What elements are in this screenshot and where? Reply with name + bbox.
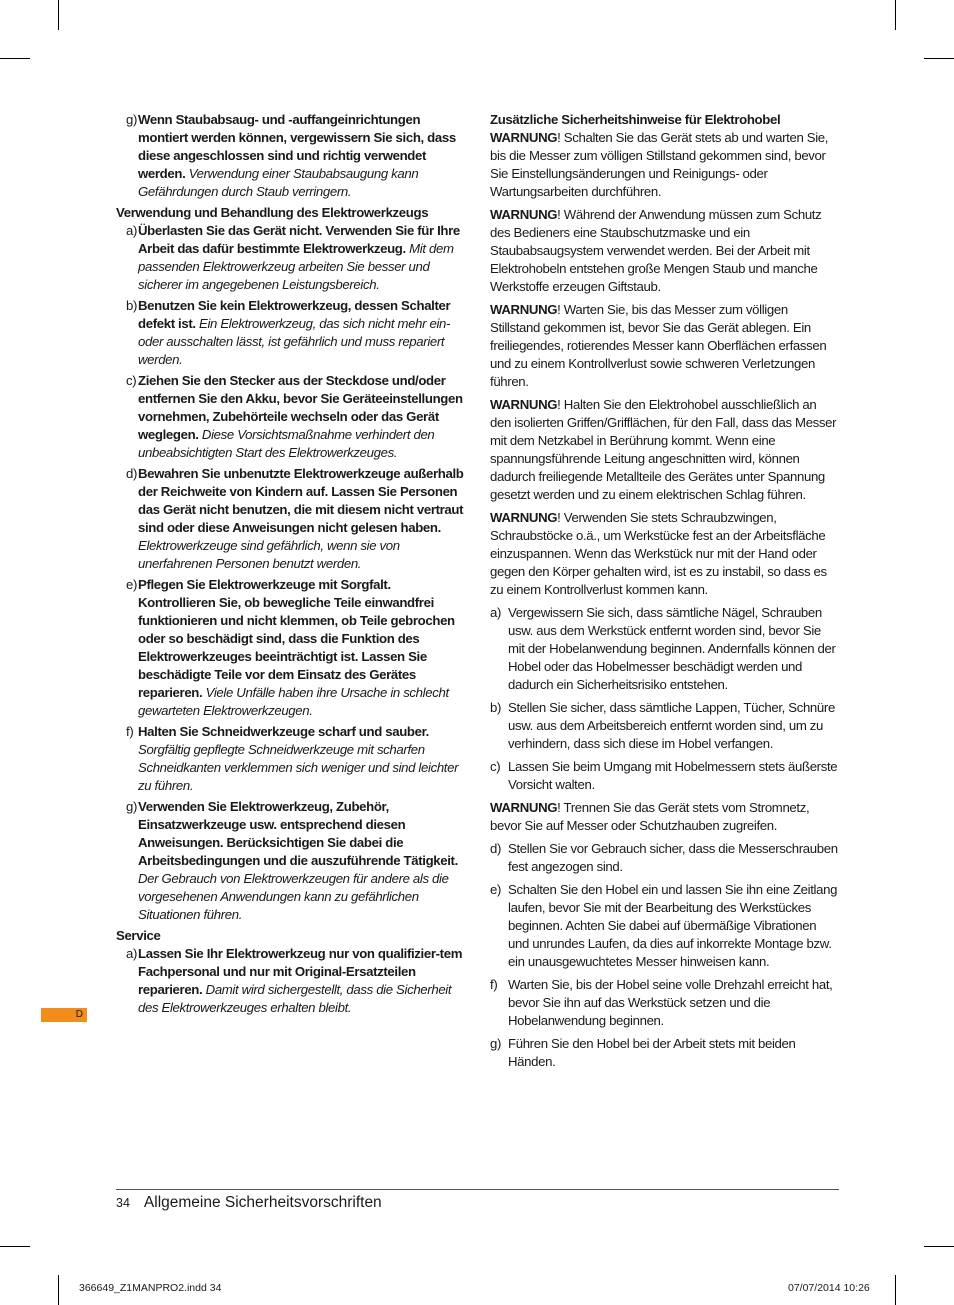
item-text: Vergewissern Sie sich, dass sämtliche Nägel, Schrauben usw. aus dem Werkstück entfernt worden sind, bevor Sie mit der Hobelanwendung beginnen. Andernfalls können der Hobel oder das Hobelmesser beschädigt werden und dadurch ein Sicherheitsrisiko entstehen. [508,605,836,692]
instruction-bold: Wenn Staubabsaug- und -auffangeinrichtungen montiert werden können, vergewissern Sie sich, dass diese angeschlossen sind und richtig verwendet werden. [138,112,456,181]
item-label: d) [126,466,138,481]
list-item [116,723,466,795]
instruction-note: Elektrowerkzeuge sind gefährlich, wenn sie von unerfahrenen Personen benutzt werden. [138,538,400,571]
item-label: f) [126,724,134,739]
instruction-note: Viele Unfälle haben ihre Ursache in schlecht gewarteten Elektrowerkzeugen. [138,685,449,718]
item-label: a) [490,605,502,620]
crop-mark [895,0,896,30]
item-label: d) [490,841,502,856]
instruction-bold: Bewahren Sie unbenutzte Elektrowerkzeuge außerhalb der Reichweite von Kindern auf. Lassen Sie Personen das Gerät nicht benutzen, die mit diesem nicht vertraut sind oder diese Anweisungen nicht gelesen haben. [138,466,464,535]
instruction-bold: Überlasten Sie das Gerät nicht. Verwenden Sie für Ihre Arbeit das dafür bestimmte Elektrowerkzeug. [138,223,460,256]
list-item [116,372,466,462]
list-item [490,881,840,971]
print-slug-date: 07/07/2014 10:26 [788,1282,870,1294]
item-text: Schalten Sie den Hobel ein und lassen Sie ihn eine Zeitlang laufen, bevor Sie mit der Bearbeitung des Werkstückes beginnen. Achten Sie dabei auf übermäßige Vibrationen und unrundes Laufen, da dies auf inkorrekte Montage bzw. ein unausgewuchtetes Messer hinweisen kann. [508,882,838,969]
instruction-bold: Halten Sie Schneidwerkzeuge scharf und sauber. [138,724,429,739]
item-label: b) [126,298,138,313]
list-item [116,297,466,369]
item-label: c) [126,373,137,388]
instruction-note: Verwendung einer Staubabsaugung kann Gefährdungen durch Staub verringern. [138,166,419,199]
warning-text: ! Während der Anwendung müssen zum Schutz des Bedieners eine Staubschutzmaske und ein Staubabsaugsystem verwendet werden. Bei der Arbeit mit Elektrohobeln entstehen große Mengen Staub und manche Werkstoffe erzeugen Giftstaub. [490,207,822,294]
warning-label: WARNUNG [490,510,558,525]
warning-text: ! Trennen Sie das Gerät stets vom Stromnetz, bevor Sie auf Messer oder Schutzhauben zugreifen. [490,800,810,833]
warning-label: WARNUNG [490,207,558,222]
item-label: f) [490,977,498,992]
item-text: Stellen Sie vor Gebrauch sicher, dass die Messerschrauben fest angezogen sind. [508,841,838,874]
instruction-bold: Lassen Sie Ihr Elektrowerkzeug nur von qualifizier-tem Fachpersonal und nur mit Original-Ersatzteilen reparieren. [138,946,463,997]
item-text: Stellen Sie sicher, dass sämtliche Lappen, Tücher, Schnüre usw. aus dem Arbeitsbereich entfernt worden sind, um zu verhindern, dass sich diese im Hobel verfangen. [508,700,835,751]
instruction-note: Mit dem passenden Elektrowerkzeug arbeiten Sie besser und sicherer im angegebenen Leistungsbereich. [138,241,454,292]
warning-label: WARNUNG [490,302,558,317]
language-tab [41,1008,87,1022]
instruction-note: Damit wird sichergestellt, dass die Sicherheit des Elektrowerkzeuges erhalten bleibt. [138,982,452,1015]
list-item [490,976,840,1030]
instruction-note: Diese Vorsichtsmaßnahme verhindert den unbeabsichtigten Start des Elektrowerkzeuges. [138,427,435,460]
warning-paragraph [490,509,840,599]
item-text: Führen Sie den Hobel bei der Arbeit stets mit beiden Händen. [508,1036,796,1069]
item-label: b) [490,700,502,715]
list-item [490,758,840,794]
language-tab-label: D [75,1009,83,1020]
crop-mark [924,58,954,59]
print-slug-file: 366649_Z1MANPRO2.indd 34 [79,1282,222,1294]
crop-mark [924,1246,954,1247]
item-label: e) [490,882,502,897]
item-label: c) [490,759,501,774]
section-heading: Service [116,928,161,943]
item-label: a) [126,946,138,961]
right-column [490,111,840,1076]
item-text: Lassen Sie beim Umgang mit Hobelmessern stets äußerste Vorsicht walten. [508,759,838,792]
item-label: e) [126,577,138,592]
warning-label: WARNUNG [490,130,558,145]
crop-mark [895,1275,896,1305]
instruction-note: Ein Elektrowerkzeug, das sich nicht mehr ein- oder ausschalten lässt, ist gefährlich und muss repariert werden. [138,316,451,367]
crop-mark [58,1275,59,1305]
item-text: Warten Sie, bis der Hobel seine volle Drehzahl erreicht hat, bevor Sie ihn auf das Werkstück setzen und die Hobelanwendung beginnen. [508,977,833,1028]
page-number: 34 [116,1196,130,1210]
warning-text: ! Schalten Sie das Gerät stets ab und warten Sie, bis die Messer zum völligen Stillstand gekommen sind, bevor Sie Einstellungsänderungen und Reinigungs- oder Wartungsarbeiten durchführen. [490,130,829,199]
instruction-bold: Ziehen Sie den Stecker aus der Steckdose und/oder entfernen Sie den Akku, bevor Sie Geräteeinstellungen vornehmen, Zubehörteile wechseln oder das Gerät weglegen. [138,373,463,442]
list-item [116,576,466,720]
warning-text: ! Verwenden Sie stets Schraubzwingen, Schraubstöcke o.ä., um Werkstücke fest an der Arbeitsfläche einzuspannen. Wenn das Werkstück nur mit der Hand oder gegen den Körper gehalten wird, ist es zu instabil, so dass es zu einem Kontrollverlust kommen kann. [490,510,827,597]
section-heading: Zusätzliche Sicherheitshinweise für Elektrohobel [490,112,781,127]
footer-rule [116,1189,839,1190]
item-label: g) [126,799,138,814]
item-label: a) [126,223,138,238]
left-column [116,111,466,1020]
warning-paragraph [490,396,840,504]
page-footer [116,1193,382,1213]
warning-paragraph [490,799,840,835]
warning-paragraph [490,129,840,201]
warning-paragraph [490,301,840,391]
section-heading: Verwendung und Behandlung des Elektrowerkzeugs [116,205,429,220]
list-item [116,465,466,573]
crop-mark [0,1246,30,1247]
warning-text: ! Halten Sie den Elektrohobel ausschließlich an den isolierten Griffen/Grifflächen, für den Fall, dass das Messer mit dem Netzkabel in Berührung kommt. Wenn eine spannungsführende Leitung angeschnitten wird, können dadurch freiliegende Metallteile des Gerätes unter Spannung gesetzt werden und zu einem elektrischen Schlag führen. [490,397,837,502]
item-label: g) [126,112,138,127]
list-item [116,798,466,924]
list-item [116,111,466,201]
warning-text: ! Warten Sie, bis das Messer zum völligen Stillstand gekommen ist, bevor Sie das Gerät ablegen. Ein freiliegendes, rotierendes Messer kann Oberflächen erfassen und zu einem Kontrollverlust sowie schweren Verletzungen führen. [490,302,827,389]
instruction-bold: Pflegen Sie Elektrowerkzeuge mit Sorgfalt. Kontrollieren Sie, ob bewegliche Teile einwandfrei funktionieren und nicht klemmen, ob Teile gebrochen oder so beschädigt sind, dass die Funktion des Elektrowerkzeuges beeinträchtigt ist. Lassen Sie beschädigte Teile vor dem Einsatz des Gerätes reparieren. [138,577,455,700]
list-item [116,945,466,1017]
warning-paragraph [490,206,840,296]
footer-title: Allgemeine Sicherheitsvorschriften [143,1194,382,1211]
warning-label: WARNUNG [490,800,558,815]
instruction-note: Der Gebrauch von Elektrowerkzeugen für andere als die vorgesehenen Anwendungen kann zu gefährlichen Situationen führen. [138,871,449,922]
list-item [116,222,466,294]
list-item [490,840,840,876]
list-item [490,699,840,753]
instruction-note: Sorgfältig gepflegte Schneidwerkzeuge mit scharfen Schneidkanten verklemmen sich weniger und sind leichter zu führen. [138,742,459,793]
list-item [490,1035,840,1071]
warning-label: WARNUNG [490,397,558,412]
crop-mark [0,58,30,59]
item-label: g) [490,1036,502,1051]
instruction-bold: Benutzen Sie kein Elektrowerkzeug, dessen Schalter defekt ist. [138,298,451,331]
list-item [490,604,840,694]
instruction-bold: Verwenden Sie Elektrowerkzeug, Zubehör, Einsatzwerkzeuge usw. entsprechend diesen Anweisungen. Berücksichtigen Sie dabei die Arbeitsbedingungen und die auszuführende Tätigkeit. [138,799,458,868]
crop-mark [58,0,59,30]
